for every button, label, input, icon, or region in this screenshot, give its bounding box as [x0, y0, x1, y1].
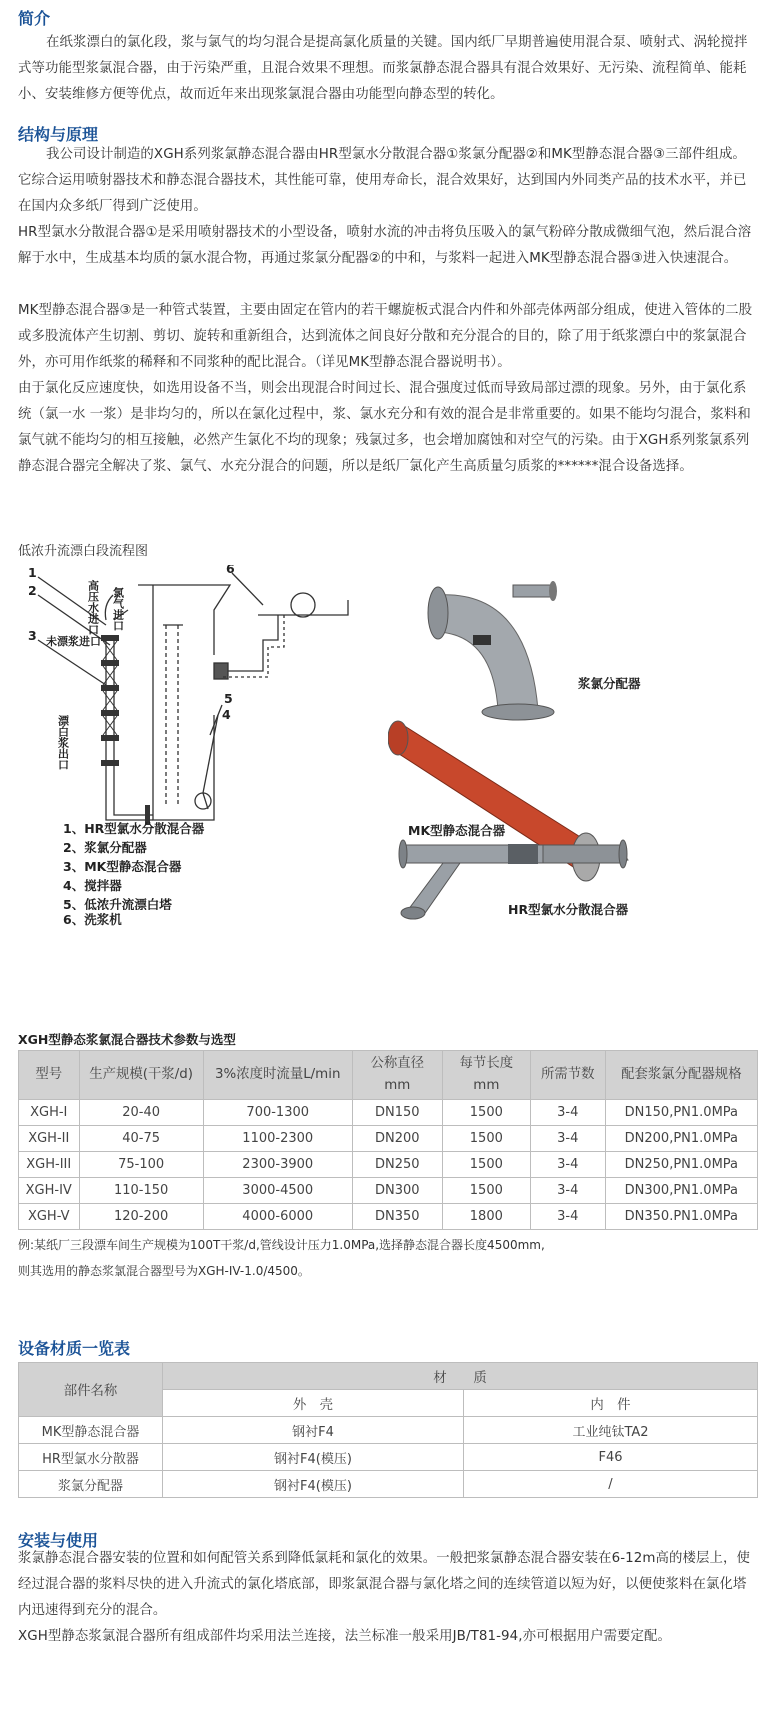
callout-3: 3 [28, 628, 37, 643]
callout-6: 6 [226, 565, 235, 576]
table-cell: DN250 [352, 1152, 442, 1178]
spec-header-2 [203, 1051, 352, 1100]
table-cell: DN350 [352, 1204, 442, 1230]
table-cell: DN150,PN1.0MPa [605, 1100, 757, 1126]
table-cell: 700-1300 [203, 1100, 352, 1126]
table-cell: 1100-2300 [203, 1126, 352, 1152]
table-cell: DN300 [352, 1178, 442, 1204]
legend-item-6: 6、洗浆机 [63, 912, 122, 927]
table-cell: 1500 [442, 1126, 530, 1152]
table-row [19, 1178, 758, 1204]
spec-header-text: 每节长度 [459, 1056, 514, 1071]
table-cell: 钢衬F4(模压) [163, 1471, 464, 1498]
table-row [19, 1100, 758, 1126]
table-cell: DN200 [352, 1126, 442, 1152]
table-cell: 1800 [442, 1204, 530, 1230]
table-cell: HR型氯水分散器 [19, 1444, 163, 1471]
label-bleached-pulp-outlet: 漂白浆出口 [56, 715, 70, 770]
spec-header-text: 所需节数 [540, 1067, 595, 1082]
spec-header-text: 3%浓度时流量L/min [215, 1067, 341, 1082]
legend-item-3: 3、MK型静态混合器 [63, 859, 182, 874]
table-cell: DN150 [352, 1100, 442, 1126]
table-cell: 20-40 [79, 1100, 203, 1126]
table-cell: 3-4 [530, 1152, 605, 1178]
table-row [19, 1417, 758, 1444]
table-cell: 110-150 [79, 1178, 203, 1204]
label-unbleached-pulp-inlet: 未漂浆进口 [46, 635, 101, 648]
section-title-intro: 简介 [18, 9, 51, 28]
section-title-install: 安装与使用 [18, 1531, 99, 1550]
structure-paragraph-1: 我公司设计制造的XGH系列浆氯静态混合器由HR型氯水分散混合器①浆氯分配器②和MK型静态混合器③三部件组成。它综合运用喷射器技术和静态混合器技术，其性能可靠，使用寿命长，混合效果好，达到国内外同类产品的技术水平，并已在国内众多纸厂得到广泛使用。 [18, 147, 747, 214]
table-cell: 1500 [442, 1152, 530, 1178]
section-title-structure: 结构与原理 [18, 125, 99, 144]
table-cell: DN350.PN1.0MPa [605, 1204, 757, 1230]
spec-header-4 [442, 1051, 530, 1100]
table-cell: F46 [464, 1444, 758, 1471]
table-row [19, 1126, 758, 1152]
distributor-photo [428, 581, 557, 720]
table-cell: 浆氯分配器 [19, 1471, 163, 1498]
spec-table-title: XGH型静态浆氯混合器技术参数与选型 [18, 1032, 236, 1047]
table-cell: 40-75 [79, 1126, 203, 1152]
spec-header-3 [352, 1051, 442, 1100]
spec-note-2: 则其选用的静态浆氯混合器型号为XGH-IV-1.0/4500。 [18, 1264, 310, 1278]
table-cell: 2300-3900 [203, 1152, 352, 1178]
table-cell: DN250,PN1.0MPa [605, 1152, 757, 1178]
spec-header-0 [19, 1051, 80, 1100]
table-cell: 钢衬F4 [163, 1417, 464, 1444]
table-cell: XGH-II [19, 1126, 80, 1152]
callout-5: 5 [224, 691, 233, 706]
spec-header-text: 配套浆氯分配器规格 [621, 1067, 742, 1082]
material-col-material: 材 质 [163, 1363, 758, 1390]
table-cell: 3-4 [530, 1100, 605, 1126]
table-cell: MK型静态混合器 [19, 1417, 163, 1444]
install-paragraph-2: XGH型静态浆氯混合器所有组成部件均采用法兰连接，法兰标准一般采用JB/T81-94,亦可根据用户需要定配。 [18, 1629, 672, 1644]
spec-table-body [19, 1100, 758, 1230]
table-cell: 3-4 [530, 1126, 605, 1152]
table-cell: XGH-I [19, 1100, 80, 1126]
table-cell: XGH-III [19, 1152, 80, 1178]
flow-diagram [18, 565, 368, 910]
spec-header-text: 公称直径 [370, 1056, 425, 1071]
label-high-pressure-water: 高压水进口 [86, 580, 100, 635]
table-cell: 4000-6000 [203, 1204, 352, 1230]
spec-note-1: 例:某纸厂三段漂车间生产规模为100T干浆/d,管线设计压力1.0MPa,选择静态混合器长度4500mm, [18, 1238, 545, 1252]
material-table [18, 1362, 758, 1498]
table-cell: 1500 [442, 1178, 530, 1204]
spec-header-text: mm [473, 1078, 500, 1093]
table-cell: DN300,PN1.0MPa [605, 1178, 757, 1204]
tower-top-outline [138, 585, 230, 655]
figure-caption: 低浓升流漂白段流程图 [18, 544, 149, 559]
structure-paragraph-3: MK型静态混合器③是一种管式装置，主要由固定在管内的若干螺旋板式混合内件和外部壳体两部分组成，使进入管体的二股或多股流体产生切割、剪切、旋转和重新组合，达到流体之间良好分散和充分混合的目的，除了用于纸浆漂白中的浆氯混合外，亦可用作纸浆的稀释和不同浆种的配比混合。（详见MK型静态混合器说明书）。 [18, 303, 753, 370]
spec-header-text: 生产规模(干浆/d) [89, 1067, 194, 1082]
spec-header-6 [605, 1051, 757, 1100]
table-cell: 3000-4500 [203, 1178, 352, 1204]
structure-paragraph-2: HR型氯水分散混合器①是采用喷射器技术的小型设备，喷射水流的冲击将负压吸入的氯气粉碎分散成微细气泡，然后混合溶解于水中，生成基本均质的氯水混合物，再通过浆氯分配器②的中和，与浆料一起进入MK型静态混合器③进入快速混合。 [18, 225, 752, 266]
material-col-name: 部件名称 [19, 1363, 163, 1417]
callout-4: 4 [222, 707, 231, 722]
table-row [19, 1204, 758, 1230]
spec-header-5 [530, 1051, 605, 1100]
table-cell: 1500 [442, 1100, 530, 1126]
table-cell: XGH-IV [19, 1178, 80, 1204]
label-distributor: 浆氯分配器 [578, 676, 641, 691]
section-title-material: 设备材质一览表 [18, 1339, 131, 1358]
table-row [19, 1444, 758, 1471]
table-cell: XGH-V [19, 1204, 80, 1230]
structure-paragraph-4: 由于氯化反应速度快，如选用设备不当，则会出现混合时间过长、混合强度过低而导致局部过漂的现象。另外，由于氯化系统（氯一水 一浆）是非均匀的，所以在氯化过程中，浆、氯水充分和有效的混合是非常重要的。如果不能均匀混合，浆料和氯气就不能均匀的相互接触，必然产生氯化不均的现象；残氯过多，也会增加腐蚀和对空气的污染。由于XGH系列浆氯系列静态混合器完全解决了浆、氯气、水充分混合的问题，所以是纸厂氯化产生高质量匀质浆的******混合设备选择。 [18, 381, 751, 474]
table-row [19, 1471, 758, 1498]
legend-item-1: 1、HR型氯水分散混合器 [63, 821, 205, 836]
table-cell: DN200,PN1.0MPa [605, 1126, 757, 1152]
table-cell: 工业纯钛TA2 [464, 1417, 758, 1444]
table-cell: 3-4 [530, 1178, 605, 1204]
product-photos [388, 560, 758, 995]
material-col-shell: 外 壳 [163, 1390, 464, 1417]
install-paragraph-1: 浆氯静态混合器安装的位置和如何配管关系到降低氯耗和氯化的效果。一般把浆氯静态混合器安装在6-12m高的楼层上，使经过混合器的浆料尽快的进入升流式的氯化塔底部，即浆氯混合器与氯化塔之间的连续管道以短为好，以便使浆料在氯化塔内迅速得到充分的混合。 [18, 1551, 750, 1618]
table-cell: 钢衬F4(模压) [163, 1444, 464, 1471]
callout-2: 2 [28, 583, 37, 598]
spec-table [18, 1050, 758, 1230]
table-cell: / [464, 1471, 758, 1498]
table-row [19, 1152, 758, 1178]
material-col-lining: 内 件 [464, 1390, 758, 1417]
spec-header-1 [79, 1051, 203, 1100]
legend-item-2: 2、浆氯分配器 [63, 840, 147, 855]
callout-1: 1 [28, 565, 37, 580]
spec-table-header-row [19, 1051, 758, 1100]
material-table-body [19, 1417, 758, 1498]
table-cell: 120-200 [79, 1204, 203, 1230]
label-hr-disperser: HR型氯水分散混合器 [508, 902, 629, 917]
spec-header-text: mm [384, 1078, 411, 1093]
intro-paragraph: 在纸浆漂白的氯化段，浆与氯气的均匀混合是提高氯化质量的关键。国内纸厂早期普遍使用混合泵、喷射式、涡轮搅拌式等功能型浆氯混合器，由于污染严重，且混合效果不理想。而浆氯静态混合器具有混合效果好、无污染、流程简单、能耗小、安装维修方便等优点，故而近年来出现浆氯混合器由功能型向静态型的转化。 [18, 35, 748, 102]
spec-header-text: 型号 [35, 1067, 63, 1082]
table-cell: 75-100 [79, 1152, 203, 1178]
label-chlorine-inlet: 氯气进口 [111, 587, 125, 631]
label-mk-mixer: MK型静态混合器 [408, 823, 506, 838]
table-cell: 3-4 [530, 1204, 605, 1230]
legend-item-5: 5、低浓升流漂白塔 [63, 897, 172, 910]
legend-item-4: 4、搅拌器 [63, 878, 122, 893]
